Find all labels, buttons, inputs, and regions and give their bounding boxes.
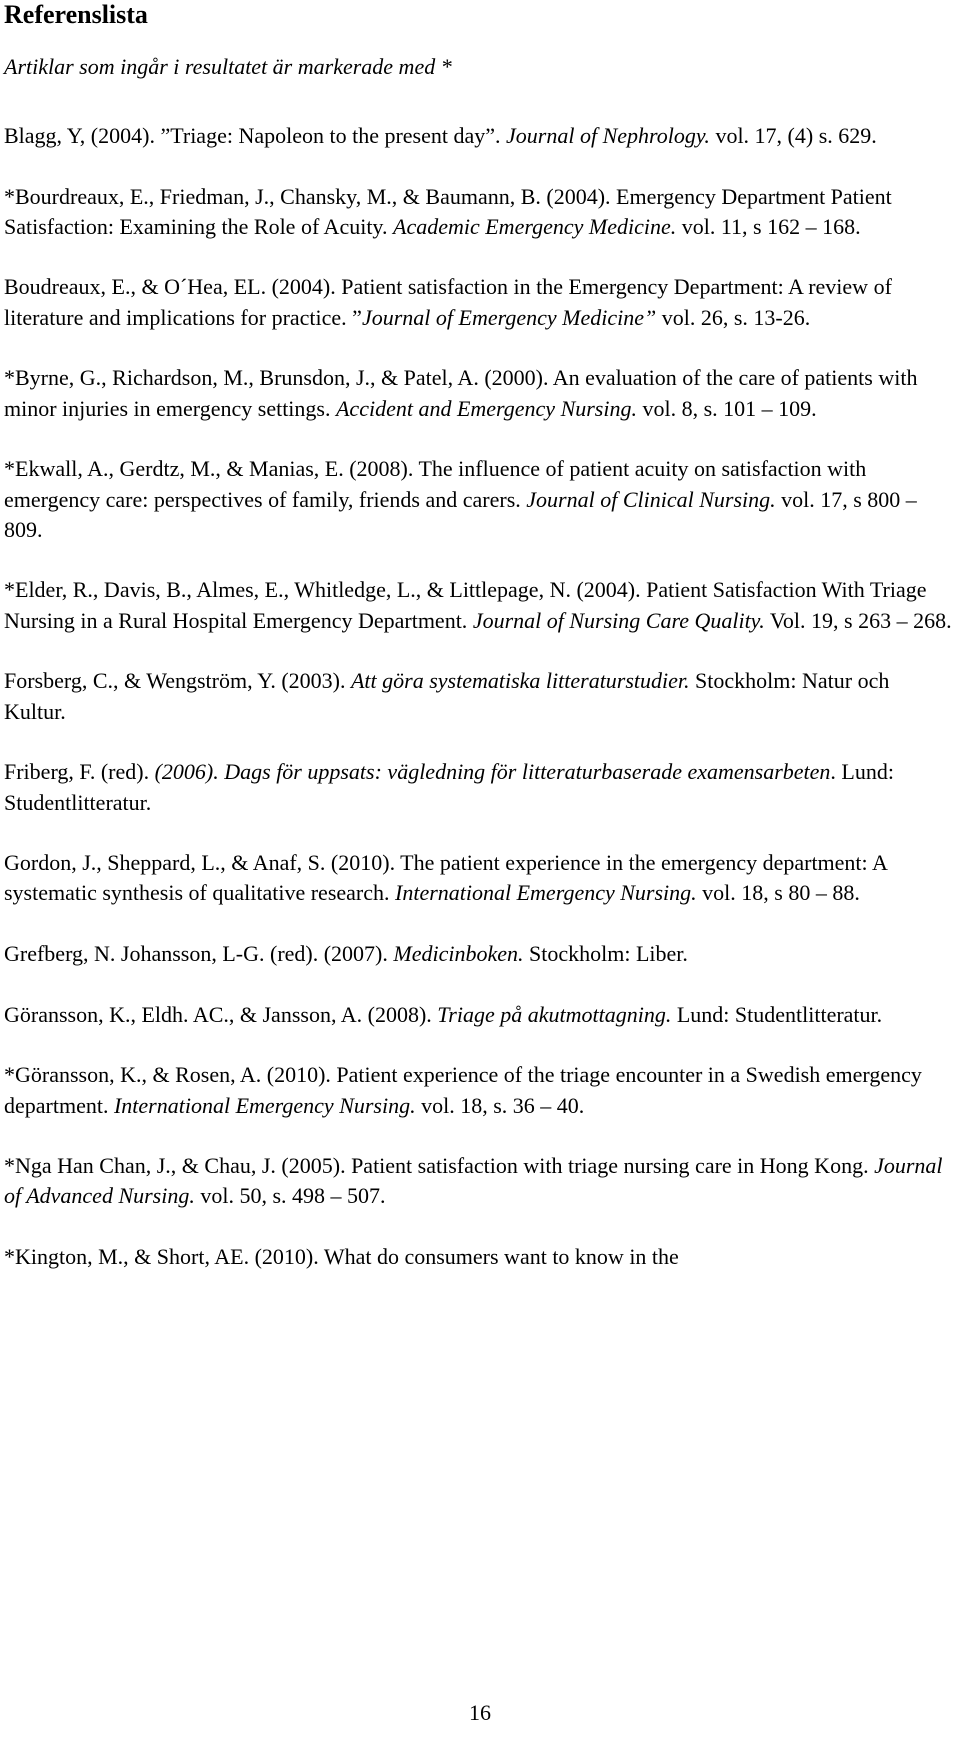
reference-entry [4, 182, 956, 243]
reference-source-title: Journal of Clinical Nursing. [526, 486, 776, 512]
reference-source-title: Triage på akutmottagning. [437, 1001, 672, 1027]
reference-text: Vol. 19, s 263 – 268. [764, 607, 952, 633]
reference-text: vol. 8, s. 101 – 109. [636, 395, 817, 421]
reference-entry [4, 272, 956, 333]
reference-text: Forsberg, C., & Wengström, Y. (2003). [4, 668, 351, 694]
reference-text: vol. 26, s. 13-26. [656, 304, 811, 330]
reference-source-title: International Emergency Nursing. [113, 1092, 416, 1118]
reference-text: Grefberg, N. Johansson, L-G. (red). (2007). [4, 941, 394, 967]
reference-text: Boudreaux, E., & O´Hea, EL. (2004). Patient satisfaction in the Emergency Department: A review of literature and implications for practice. ” [4, 274, 892, 330]
reference-text: Lund: Studentlitteratur. [671, 1001, 883, 1027]
reference-source-title: (2006). Dags för uppsats: vägledning för litteraturbaserade examensarbeten [154, 759, 831, 785]
reference-source-title: International Emergency Nursing. [395, 880, 697, 906]
reference-source-title: Journal of Emergency Medicine” [361, 304, 657, 330]
reference-text: vol. 17, (4) s. 629. [709, 123, 877, 148]
reference-source-title: Medicinboken. [393, 941, 524, 967]
reference-text: *Ekwall, A., Gerdtz, M., & Manias, E. (2008). The influence of patient acuity on satisfaction with emergency care: perspectives of family, friends and carers. [4, 456, 867, 512]
reference-entry [4, 1242, 956, 1272]
reference-text: Gordon, J., Sheppard, L., & Anaf, S. (2010). The patient experience in the emergency department: A systematic synthesis of qualitative research. [4, 850, 887, 906]
reference-text: vol. 17, s 800 – 809. [4, 486, 917, 542]
reference-text: vol. 11, s 162 – 168. [676, 213, 861, 239]
reference-entry [4, 757, 956, 818]
reference-entry [4, 939, 956, 969]
reference-text: vol. 18, s. 36 – 40. [415, 1092, 585, 1118]
reference-entry [4, 121, 956, 151]
reference-source-title: Accident and Emergency Nursing. [335, 395, 637, 421]
reference-text: *Byrne, G., Richardson, M., Brunsdon, J., & Patel, A. (2000). An evaluation of the care of patients with minor injuries in emergency settings. [4, 365, 918, 421]
reference-entry [4, 454, 956, 545]
page-number: 16 [469, 1700, 491, 1725]
reference-source-title: Journal of Advanced Nursing. [4, 1153, 943, 1209]
reference-text: vol. 50, s. 498 – 507. [194, 1183, 386, 1209]
reference-text: Friberg, F. (red). [4, 759, 155, 785]
reference-entry [4, 666, 956, 727]
reference-source-title: Journal of Nursing Care Quality. [472, 607, 765, 633]
reference-entry [4, 575, 956, 636]
reference-entry [4, 1060, 956, 1121]
reference-text: Stockholm: Liber. [523, 941, 688, 967]
reference-text: *Göransson, K., & Rosen, A. (2010). Patient experience of the triage encounter in a Swedish emergency department. [4, 1062, 922, 1118]
reference-text: Göransson, K., Eldh. AC., & Jansson, A. (2008). [4, 1001, 438, 1027]
reference-entry [4, 363, 956, 424]
reference-source-title: Academic Emergency Medicine. [393, 213, 677, 239]
reference-text: . Lund: Studentlitteratur. [4, 759, 894, 815]
reference-text: *Bourdreaux, E., Friedman, J., Chansky, M., & Baumann, B. (2004). Emergency Department Patient Satisfaction: Examining the Role of Acuity. [4, 183, 892, 239]
reference-text: vol. 18, s 80 – 88. [696, 880, 860, 906]
page-subtitle: Artiklar som ingår i resultatet är markerade med * [4, 54, 452, 79]
reference-entry [4, 848, 956, 909]
reference-entry [4, 1151, 956, 1212]
reference-entry [4, 1000, 956, 1030]
reference-text: *Kington, M., & Short, AE. (2010). What do consumers want to know in the [4, 1243, 679, 1269]
reference-text: *Nga Han Chan, J., & Chau, J. (2005). Patient satisfaction with triage nursing care in Hong Kong. [4, 1153, 875, 1179]
page-title: Referenslista [4, 0, 148, 29]
reference-source-title: Journal of Nephrology. [506, 123, 710, 148]
reference-text: Blagg, Y, (2004). ”Triage: Napoleon to the present day”. [4, 123, 507, 148]
reference-text: *Elder, R., Davis, B., Almes, E., Whitledge, L., & Littlepage, N. (2004). Patient Satisfaction With Triage Nursing in a Rural Hospital Emergency Department. [4, 577, 927, 633]
reference-source-title: Att göra systematiska litteraturstudier. [350, 668, 690, 694]
reference-text: Stockholm: Natur och Kultur. [4, 668, 890, 724]
reference-list [4, 121, 956, 1303]
